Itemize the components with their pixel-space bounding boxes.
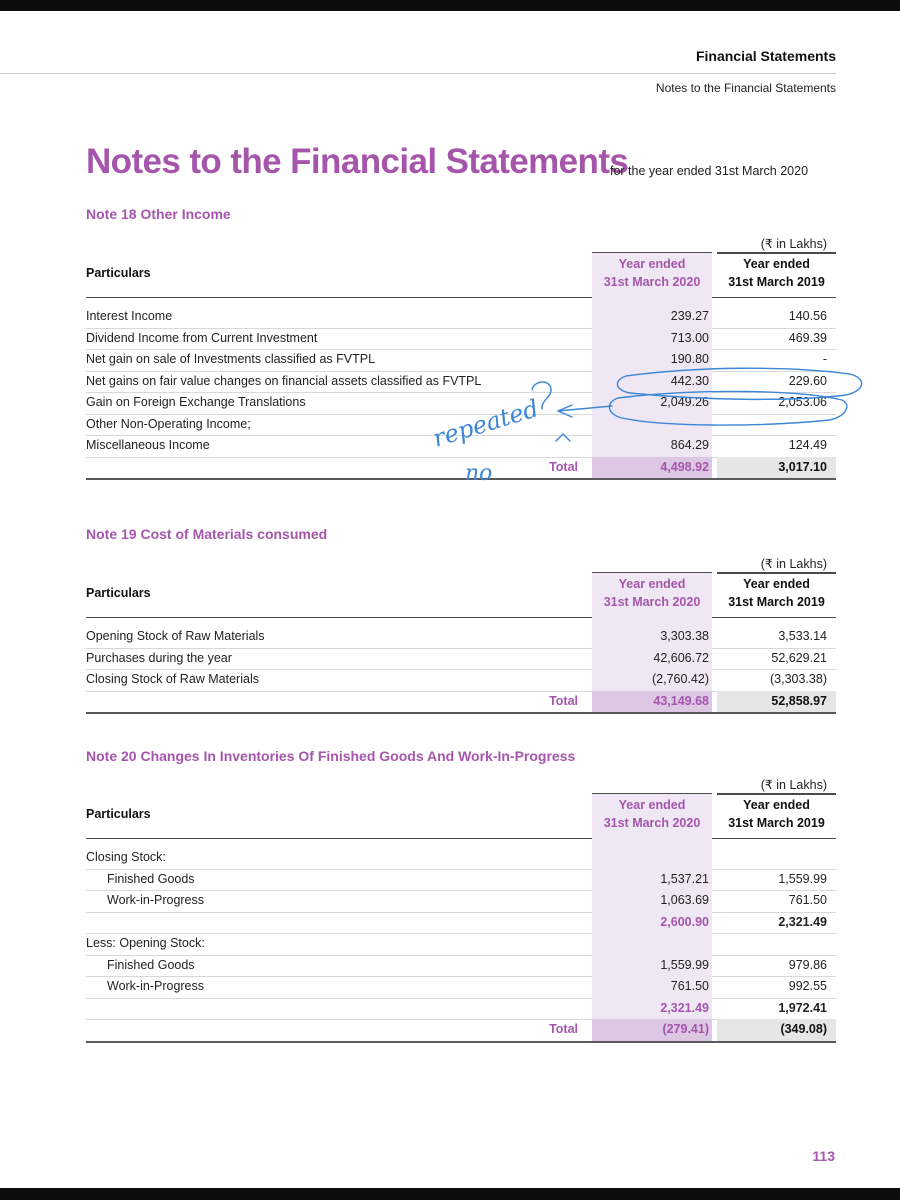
value-2020: 239.27 xyxy=(670,309,709,323)
total-label: Total xyxy=(549,459,578,474)
row-label: Less: Opening Stock: xyxy=(86,936,205,950)
table-spacer xyxy=(86,838,836,847)
total-2020: (279.41) xyxy=(662,1022,709,1036)
value-2019: 140.56 xyxy=(788,309,827,323)
table-row xyxy=(86,669,836,692)
ink-note-no: no xyxy=(465,461,493,486)
value-2019: 979.86 xyxy=(788,957,827,972)
page-number: 113 xyxy=(812,1148,835,1164)
row-label: Closing Stock: xyxy=(86,850,166,864)
value-2019: (3,303.38) xyxy=(770,672,827,686)
subtotal-row xyxy=(86,912,836,935)
total-row xyxy=(86,457,836,481)
table-row xyxy=(86,306,836,329)
page-title: Notes to the Financial Statements xyxy=(86,142,629,181)
value-2019: 229.60 xyxy=(788,373,827,388)
subtotal-row xyxy=(86,998,836,1021)
total-label: Total xyxy=(549,693,578,708)
row-label: Interest Income xyxy=(86,309,173,323)
header-rule xyxy=(717,252,836,254)
note-19-unit: (₹ in Lakhs) xyxy=(760,557,827,571)
row-label: Opening Stock of Raw Materials xyxy=(86,629,265,643)
value-2019: 992.55 xyxy=(788,979,827,993)
note-18-table-header xyxy=(86,252,836,298)
table-row xyxy=(86,414,836,437)
table-row xyxy=(86,626,836,649)
value-2020: 713.00 xyxy=(670,330,709,345)
table-row xyxy=(86,933,836,956)
particulars-header: Particulars xyxy=(86,807,151,821)
row-label: Finished Goods xyxy=(107,957,195,972)
value-2020: 3,303.38 xyxy=(660,629,709,643)
note-20-table-header xyxy=(86,793,836,839)
ink-note-repeated: repeated xyxy=(429,394,542,453)
particulars-header: Particulars xyxy=(86,266,151,280)
value-2020: 442.30 xyxy=(670,373,709,388)
header-rule xyxy=(592,252,712,253)
row-label: Net gains on fair value changes on financial assets classified as FVTPL xyxy=(86,373,482,388)
value-2020: 190.80 xyxy=(670,352,709,366)
column-header-2019: Year ended 31st March 2019 xyxy=(728,798,825,830)
table-row xyxy=(86,371,836,394)
value-2020: 42,606.72 xyxy=(653,650,709,665)
value-2020: 1,537.21 xyxy=(660,871,709,886)
particulars-header: Particulars xyxy=(86,586,151,600)
row-label: Other Non-Operating Income; xyxy=(86,416,251,431)
value-2019: 761.50 xyxy=(788,893,827,907)
row-label: Miscellaneous Income xyxy=(86,438,210,452)
total-label: Total xyxy=(549,1022,578,1036)
row-label: Work-in-Progress xyxy=(107,893,205,907)
value-2020: 864.29 xyxy=(670,438,709,452)
table-row xyxy=(86,349,836,372)
value-2020: 1,063.69 xyxy=(660,893,709,907)
note-20-heading: Note 20 Changes In Inventories Of Finished Goods And Work-In-Progress xyxy=(86,748,576,764)
subtotal-2020: 2,321.49 xyxy=(660,1000,709,1015)
subtotal-2019: 1,972.41 xyxy=(778,1000,827,1015)
value-2019: - xyxy=(822,352,827,366)
page-period: for the year ended 31st March 2020 xyxy=(610,164,809,178)
value-2019: 2,053.06 xyxy=(778,395,827,409)
value-2020: 761.50 xyxy=(670,979,709,993)
table-row xyxy=(86,392,836,415)
column-header-2020: Year ended 31st March 2020 xyxy=(592,252,712,297)
column-header-2020: Year ended 31st March 2020 xyxy=(592,572,712,617)
note-18-heading: Note 18 Other Income xyxy=(86,206,231,222)
row-label: Work-in-Progress xyxy=(107,979,205,993)
value-2019: 124.49 xyxy=(788,438,827,452)
row-label: Purchases during the year xyxy=(86,650,232,665)
row-label: Finished Goods xyxy=(107,871,195,886)
value-2019: 52,629.21 xyxy=(771,650,827,665)
column-header-2020: Year ended 31st March 2020 xyxy=(592,793,712,838)
subtotal-2020: 2,600.90 xyxy=(660,914,709,929)
total-2020: 4,498.92 xyxy=(660,459,709,474)
table-row xyxy=(86,648,836,671)
header-rule xyxy=(717,572,836,574)
table-row xyxy=(86,435,836,458)
table-spacer xyxy=(86,297,836,306)
table-row xyxy=(86,328,836,351)
header-title: Financial Statements xyxy=(695,48,836,64)
column-header-2019: Year ended 31st March 2019 xyxy=(728,577,825,609)
header-subtitle: Notes to the Financial Statements xyxy=(655,81,836,95)
table-row xyxy=(86,976,836,999)
total-row xyxy=(86,691,836,715)
row-label: Gain on Foreign Exchange Translations xyxy=(86,395,306,409)
top-frame-bar xyxy=(0,0,900,11)
table-row xyxy=(86,890,836,913)
bottom-frame-bar xyxy=(0,1188,900,1200)
subtotal-2019: 2,321.49 xyxy=(778,914,827,929)
table-spacer xyxy=(86,617,836,626)
table-row xyxy=(86,847,836,870)
value-2020: (2,760.42) xyxy=(652,672,709,686)
value-2020: 2,049.26 xyxy=(660,395,709,409)
note-19-heading: Note 19 Cost of Materials consumed xyxy=(86,526,328,542)
row-label: Closing Stock of Raw Materials xyxy=(86,672,259,686)
column-header-2019: Year ended 31st March 2019 xyxy=(728,257,825,289)
header-rule xyxy=(592,793,712,794)
note-19-table-header xyxy=(86,572,836,618)
row-label: Net gain on sale of Investments classified as FVTPL xyxy=(86,352,376,366)
header-rule xyxy=(592,572,712,573)
total-2020: 43,149.68 xyxy=(653,693,709,708)
row-label: Dividend Income from Current Investment xyxy=(86,330,318,345)
note-20-unit: (₹ in Lakhs) xyxy=(760,778,827,792)
header-divider xyxy=(0,73,836,74)
table-row xyxy=(86,955,836,978)
header-rule xyxy=(717,793,836,795)
note-18-unit: (₹ in Lakhs) xyxy=(760,237,827,251)
value-2019: 1,559.99 xyxy=(778,871,827,886)
total-2019: 52,858.97 xyxy=(771,693,827,708)
total-row xyxy=(86,1019,836,1043)
total-2019: 3,017.10 xyxy=(778,459,827,474)
table-row xyxy=(86,869,836,892)
value-2020: 1,559.99 xyxy=(660,957,709,972)
total-2019: (349.08) xyxy=(780,1022,827,1036)
value-2019: 469.39 xyxy=(788,330,827,345)
value-2019: 3,533.14 xyxy=(778,629,827,643)
